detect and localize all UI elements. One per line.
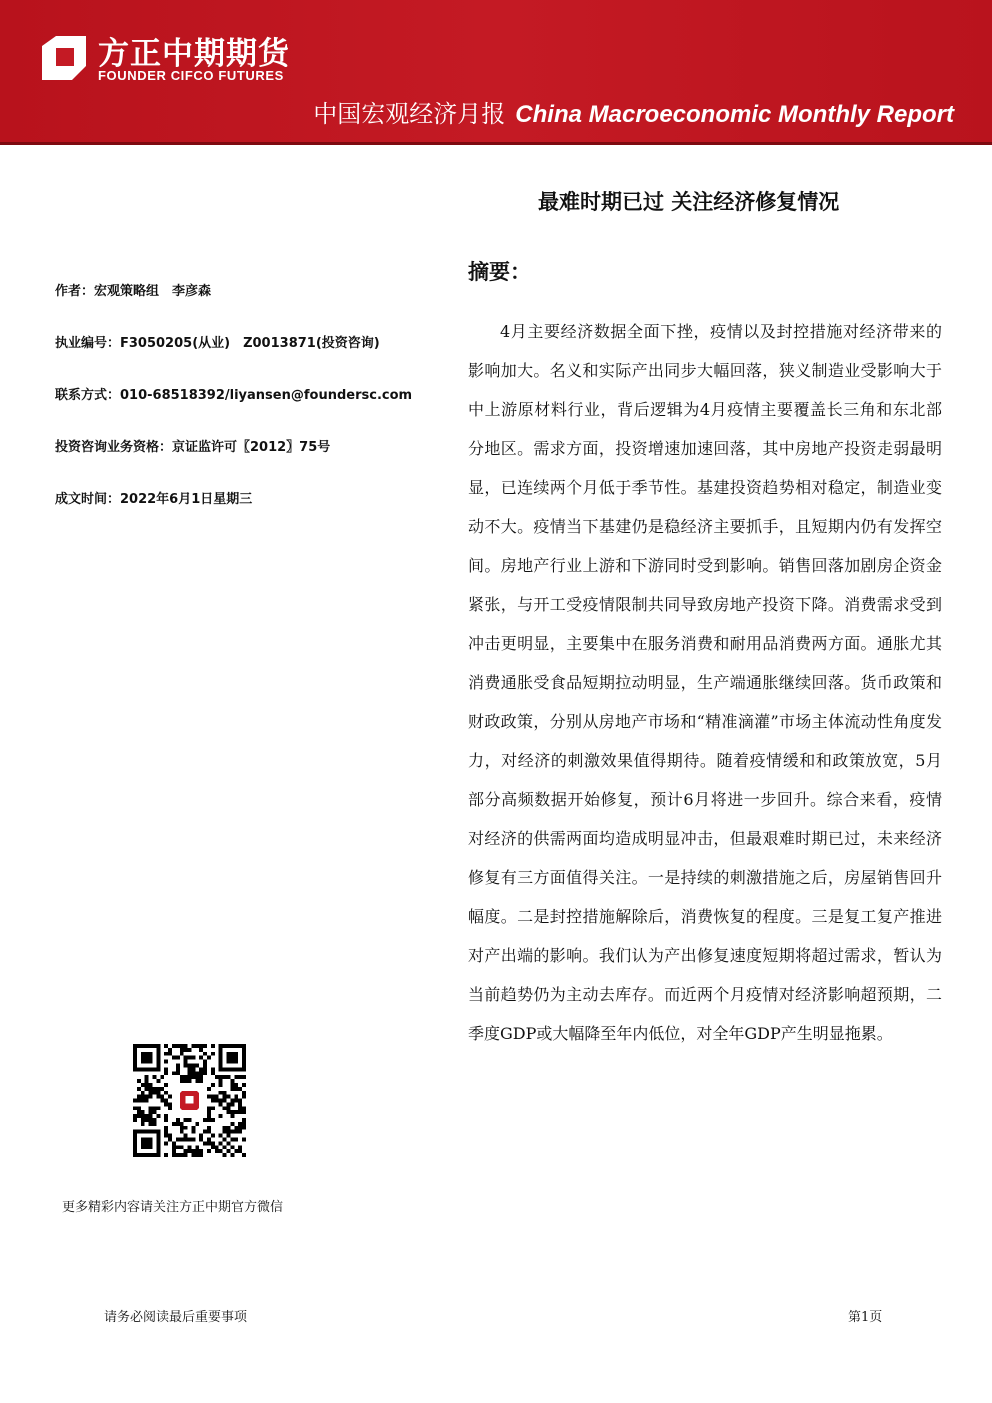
report-title-en: China Macroeconomic Monthly Report <box>515 101 954 128</box>
author-info <box>55 280 455 540</box>
license-line: 执业编号：F3050205(从业) Z0013871(投资咨询) <box>55 336 380 351</box>
founder-logo-icon <box>38 32 90 84</box>
logo-chinese-name: 方正中期期货 <box>98 36 290 72</box>
report-series-title <box>313 94 954 129</box>
date-line: 成文时间：2022年6月1日星期三 <box>55 492 253 507</box>
contact-line: 联系方式：010-68518392/liyansen@foundersc.com <box>55 388 413 403</box>
author-line: 作者：宏观策略组 李彦森 <box>55 284 212 299</box>
summary-heading: 摘要： <box>468 260 531 284</box>
report-header <box>0 0 992 145</box>
summary-body: 4月主要经济数据全面下挫，疫情以及封控措施对经济带来的影响加大。名义和实际产出同步大幅回落，狭义制造业受影响大于中上游原材料行业，背后逻辑为4月疫情主要覆盖长三角和东北部分地区。需求方面，投资增速加速回落，其中房地产投资走弱最明显，已连续两个月低于季节性。基建投资趋势相对稳定，制造业变动不大。疫情当下基建仍是稳经济主要抓手，且短期内仍有发挥空间。房地产行业上游和下游同时受到影响。销售回落加剧房企资金紧张，与开工受疫情限制共同导致房地产投资下降。消费需求受到冲击更明显，主要集中在服务消费和耐用品消费两方面。通胀尤其消费通胀受食品短期拉动明显，生产端通胀继续回落。货币政策和财政政策，分别从房地产市场和“精准滴灌”市场主体流动性角度发力，对经济的刺激效果值得期待。随着疫情缓和和政策放宽，5月部分高频数据开始修复，预计6月将进一步回升。综合来看，疫情对经济的供需两面均造成明显冲击，但最艰难时期已过，未来经济修复有三方面值得关注。一是持续的刺激措施之后，房屋销售回升幅度。二是封控措施解除后，消费恢复的程度。三是复工复产推进对产出端的影响。我们认为产出修复速度短期将超过需求，暂认为当前趋势仍为主动去库存。而近两个月疫情对经济影响超预期，二季度GDP或大幅降至年内低位，对全年GDP产生明显拖累。 <box>468 322 942 1043</box>
qualification-line: 投资咨询业务资格：京证监许可〖2012〗75号 <box>55 440 331 455</box>
page-title: 最难时期已过 关注经济修复情况 <box>538 190 840 214</box>
report-title-cn: 中国宏观经济月报 <box>313 100 506 128</box>
page-number: 第1页 <box>848 1310 883 1325</box>
footer-notice: 请务必阅读最后重要事项 <box>104 1310 248 1325</box>
qr-caption: 更多精彩内容请关注方正中期官方微信 <box>62 1200 284 1215</box>
qr-code-icon[interactable] <box>133 1044 246 1157</box>
logo-english-name: FOUNDER CIFCO FUTURES <box>98 68 284 83</box>
